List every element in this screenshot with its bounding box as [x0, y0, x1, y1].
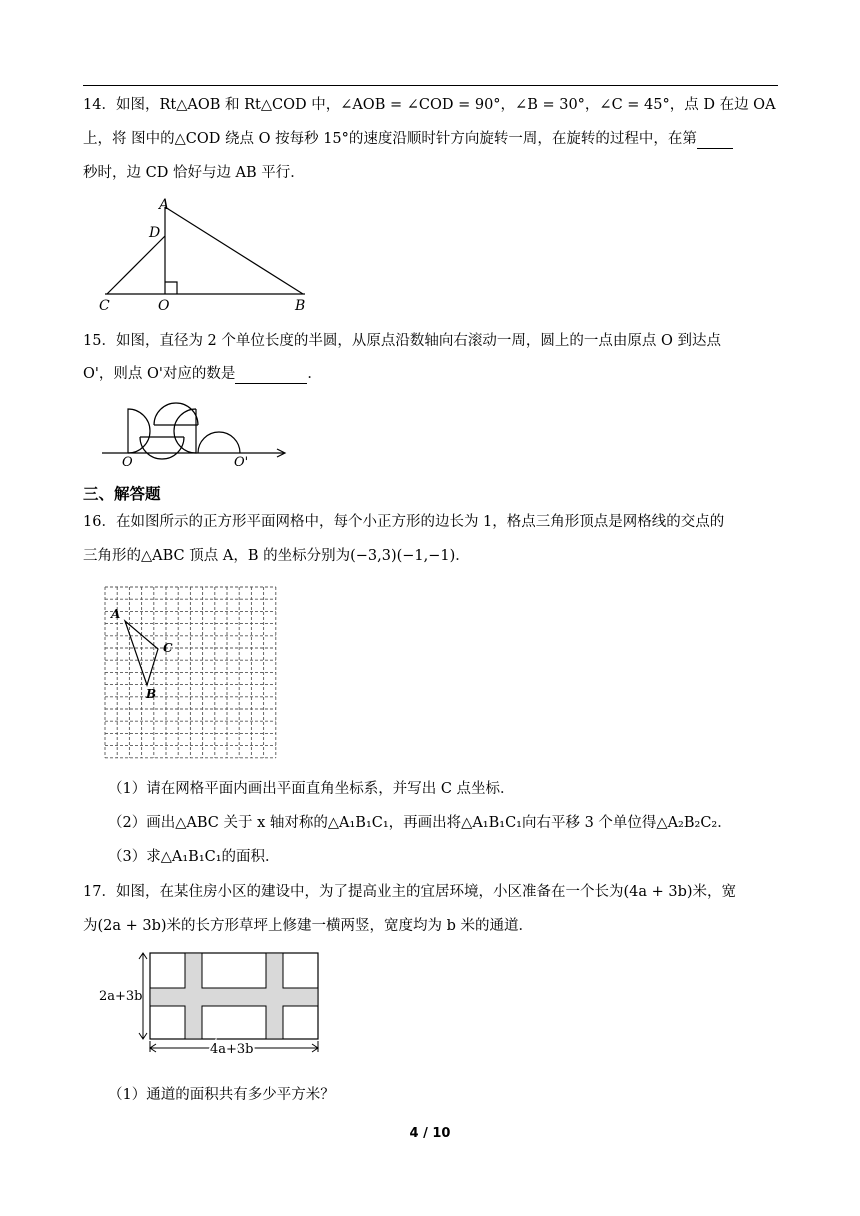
q16-part2: （2）画出△ABC 关于 x 轴对称的△A₁B₁C₁，再画出将△A₁B₁C₁向右平移 3 个单位得△A₂B₂C₂．: [108, 815, 732, 831]
vertical-path-2: [266, 953, 283, 1039]
semicircle-rolled-1: [140, 437, 184, 459]
label-o-prime: O': [234, 455, 249, 470]
label-width: 4a+3b: [210, 1042, 254, 1057]
horizontal-path: [150, 988, 318, 1006]
semicircle-start: [128, 409, 150, 453]
q14-line3: 秒时，边 CD 恰好与边 AB 平行．: [83, 165, 305, 181]
q15-line2: O'，则点 O'对应的数是 ．: [83, 366, 322, 382]
label-c: C: [163, 641, 173, 655]
q16-line1: 16．在如图所示的正方形平面网格中，每个小正方形的边长为 1，格点三角形顶点是网格线的交点的: [83, 514, 725, 530]
label-d: D: [149, 225, 161, 241]
label-origin-o: O: [122, 455, 133, 470]
label-a: A: [111, 607, 121, 621]
q17-line1: 17．如图，在某住房小区的建设中，为了提高业主的宜居环境，小区准备在一个长为(4a + 3b)米，宽: [83, 884, 737, 900]
label-c: C: [99, 298, 110, 314]
section-heading: 三、解答题: [83, 485, 161, 503]
header-rule: [83, 85, 778, 86]
q16-part3: （3）求△A₁B₁C₁的面积．: [108, 849, 280, 865]
q15-answer-blank[interactable]: [235, 367, 307, 384]
q14-triangle-figure: [95, 195, 325, 317]
label-o: O: [158, 298, 170, 314]
q16-grid-figure: [103, 585, 279, 761]
label-b: B: [295, 298, 306, 314]
q15-rolling-semicircle-figure: [98, 400, 294, 470]
semicircle-rolled-3: [174, 409, 196, 453]
line-cd: [107, 236, 165, 294]
q14-line1: 14．如图，Rt△AOB 和 Rt△COD 中，∠AOB = ∠COD = 90°，∠B = 30°，∠C = 45°，点 D 在边 OA: [83, 97, 776, 113]
semicircle-end: [198, 432, 240, 453]
q14-line2: 上，将 图中的△COD 绕点 O 按每秒 15°的速度沿顺时针方向旋转一周，在旋转的过程中，在第: [83, 129, 733, 149]
label-b: B: [146, 687, 157, 701]
q15-line1: 15．如图，直径为 2 个单位长度的半圆，从原点沿数轴向右滚动一周，圆上的一点由原点 O 到达点: [83, 333, 721, 349]
q16-line2: 三角形的△ABC 顶点 A，B 的坐标分别为(−3,3)(−1,−1)．: [83, 548, 470, 564]
q17-lawn-figure: [98, 946, 326, 1064]
page-number: 4 / 10: [409, 1126, 451, 1141]
line-ab: [165, 207, 303, 294]
label-a: A: [159, 197, 170, 213]
q17-line2: 为(2a + 3b)米的长方形草坪上修建一横两竖，宽度均为 b 米的通道．: [83, 918, 534, 934]
label-height: 2a+3b: [99, 989, 143, 1004]
vertical-path-1: [185, 953, 202, 1039]
right-angle-mark: [165, 282, 177, 294]
q14-answer-blank[interactable]: [697, 132, 733, 149]
q17-part1: （1）通道的面积共有多少平方米？: [108, 1087, 335, 1103]
q16-part1: （1）请在网格平面内画出平面直角坐标系，并写出 C 点坐标．: [108, 781, 515, 797]
